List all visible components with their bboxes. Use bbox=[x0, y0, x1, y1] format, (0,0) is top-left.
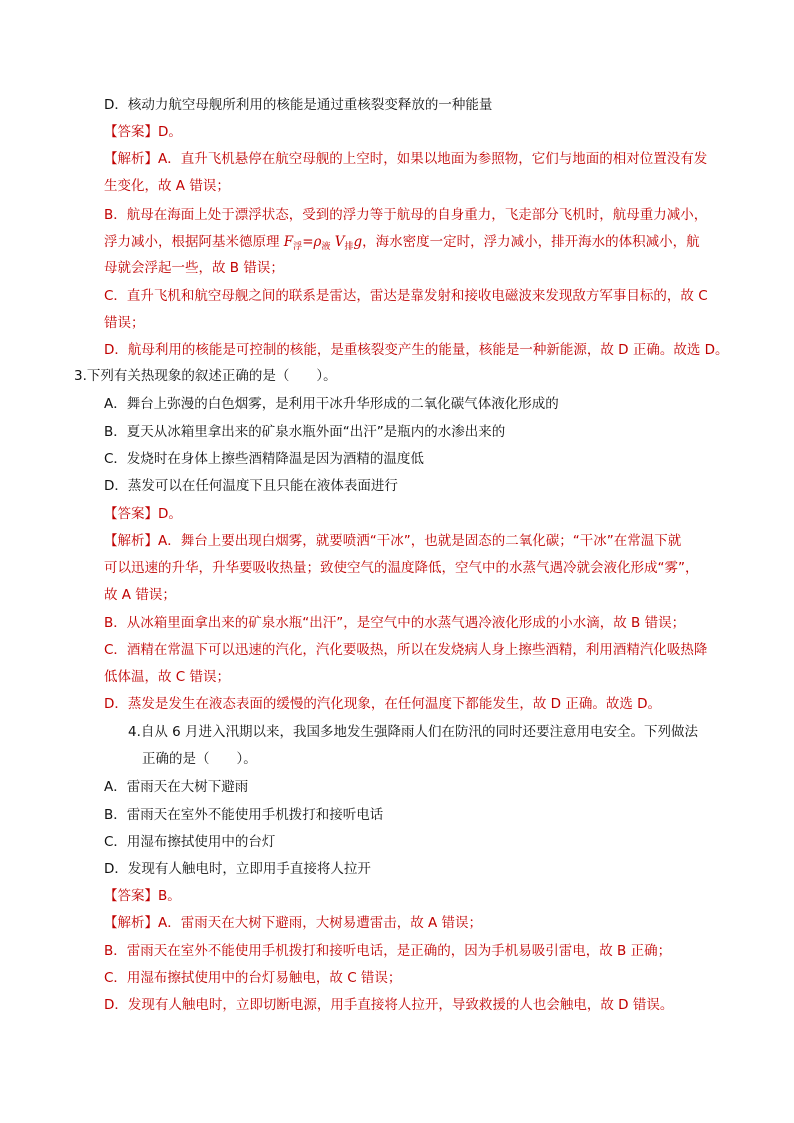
q3-answer bbox=[104, 504, 182, 524]
q4-analysis-b-line1: B．雷雨天在室外不能使用手机拨打和接听电话，是正确的，因为手机易吸引雷电，故 B 正确； bbox=[104, 943, 672, 959]
analysis-text: 浮力减小，根据阿基米德原理 bbox=[104, 234, 284, 250]
q4-stem-line2: 正确的是（ ）。 bbox=[142, 751, 257, 767]
q3-analysis-c-line1: C．酒精在常温下可以迅速的汽化，汽化要吸热，所以在发烧病人身上擦些酒精，利用酒精汽化吸热降 bbox=[104, 642, 708, 658]
q3-analysis-a-line1 bbox=[104, 531, 681, 551]
q3-analysis-a-line3: 故 A 错误； bbox=[104, 587, 176, 603]
q3-option-a: A．舞台上弥漫的白色烟雾，是利用干冰升华形成的二氧化碳气体液化形成的 bbox=[104, 396, 559, 412]
q4-analysis-c-line1: C．用湿布擦拭使用中的台灯易触电，故 C 错误； bbox=[104, 970, 402, 986]
answer-value: D。 bbox=[158, 506, 182, 522]
q3-analysis-b-line1: B．从冰箱里面拿出来的矿泉水瓶“出汗”，是空气中的水蒸气遇冷液化形成的小水滴，故 B 错误； bbox=[104, 615, 686, 631]
q3-option-d: D．蒸发可以在任何温度下且只能在液体表面进行 bbox=[104, 478, 398, 494]
answer-value: D。 bbox=[158, 124, 182, 140]
q4-analysis-d-line1: D．发现有人触电时，立即切断电源，用手直接将人拉开，导致救援的人也会触电，故 D 错误。 bbox=[104, 997, 674, 1013]
analysis-label: 【解析】 bbox=[104, 533, 158, 549]
analysis-text: A．直升飞机悬停在航空母舰的上空时，如果以地面为参照物，它们与地面的相对位置没有发 bbox=[158, 151, 708, 167]
q2-analysis-d-line1: D．航母利用的核能是可控制的核能，是重核裂变产生的能量，核能是一种新能源，故 D 正确。故选 D。 bbox=[104, 342, 729, 358]
q4-stem-line1: 4.自从 6 月进入汛期以来，我国多地发生强降雨人们在防汛的同时还要注意用电安全。下列做法 bbox=[128, 724, 699, 740]
q3-stem: 3.下列有关热现象的叙述正确的是（ ）。 bbox=[74, 368, 337, 384]
q3-option-c: C．发烧时在身体上擦些酒精降温是因为酒精的温度低 bbox=[104, 451, 424, 467]
answer-label: 【答案】 bbox=[104, 506, 158, 522]
analysis-text: A．舞台上要出现白烟雾，就要喷洒“干冰”，也就是固态的二氧化碳；“干冰”在常温下就 bbox=[158, 533, 682, 549]
answer-value: B。 bbox=[158, 888, 181, 904]
buoyancy-formula: $F_浮=\rho_液$ $V_排g$ bbox=[283, 234, 363, 252]
answer-label: 【答案】 bbox=[104, 888, 158, 904]
q2-analysis-c-line2: 错误； bbox=[104, 315, 145, 331]
q2-analysis-a-line2: 生变化，故 A 错误； bbox=[104, 178, 230, 194]
analysis-label: 【解析】 bbox=[104, 151, 158, 167]
q2-analysis-c-line1: C．直升飞机和航空母舰之间的联系是雷达，雷达是靠发射和接收电磁波来发现敌方军事目标的，故 C bbox=[104, 288, 708, 304]
q4-option-c: C．用湿布擦拭使用中的台灯 bbox=[104, 834, 276, 850]
q2-option-d: D．核动力航空母舰所利用的核能是通过重核裂变释放的一种能量 bbox=[104, 97, 493, 113]
q4-analysis-a-line1 bbox=[104, 913, 482, 933]
q3-analysis-d-line1: D．蒸发是发生在液态表面的缓慢的汽化现象，在任何温度下都能发生，故 D 正确。故选 D。 bbox=[104, 696, 662, 712]
analysis-text: 海水密度一定时，浮力减小，排开海水的体积减小，航 bbox=[375, 234, 700, 250]
analysis-label: 【解析】 bbox=[104, 915, 158, 931]
q3-option-b: B．夏天从冰箱里拿出来的矿泉水瓶外面“出汗”是瓶内的水渗出来的 bbox=[104, 424, 506, 440]
q4-option-d: D．发现有人触电时，立即用手直接将人拉开 bbox=[104, 861, 371, 877]
q2-analysis-b-line2: 浮力减小，根据阿基米德原理 $F_浮=\rho_液$ $V_排g$，海水密度一定时，浮力减小，排开海水的体积减小，航 bbox=[104, 234, 700, 252]
q3-analysis-a-line2: 可以迅速的升华，升华要吸收热量；致使空气的温度降低，空气中的水蒸气遇冷就会液化形成“雾”， bbox=[104, 560, 699, 576]
q2-analysis-b-line3: 母就会浮起一些，故 B 错误； bbox=[104, 260, 284, 276]
analysis-text: A．雷雨天在大树下避雨，大树易遭雷击，故 A 错误； bbox=[158, 915, 483, 931]
q4-answer bbox=[104, 886, 181, 906]
q4-option-b: B．雷雨天在室外不能使用手机拨打和接听电话 bbox=[104, 807, 384, 823]
q2-analysis-a-line1 bbox=[104, 149, 707, 169]
q2-answer bbox=[104, 122, 182, 142]
q2-analysis-b-line1: B．航母在海面上处于漂浮状态，受到的浮力等于航母的自身重力，飞走部分飞机时，航母重力减小， bbox=[104, 207, 708, 223]
answer-label: 【答案】 bbox=[104, 124, 158, 140]
q4-option-a: A．雷雨天在大树下避雨 bbox=[104, 779, 249, 795]
q3-analysis-c-line2: 低体温，故 C 错误； bbox=[104, 669, 231, 685]
